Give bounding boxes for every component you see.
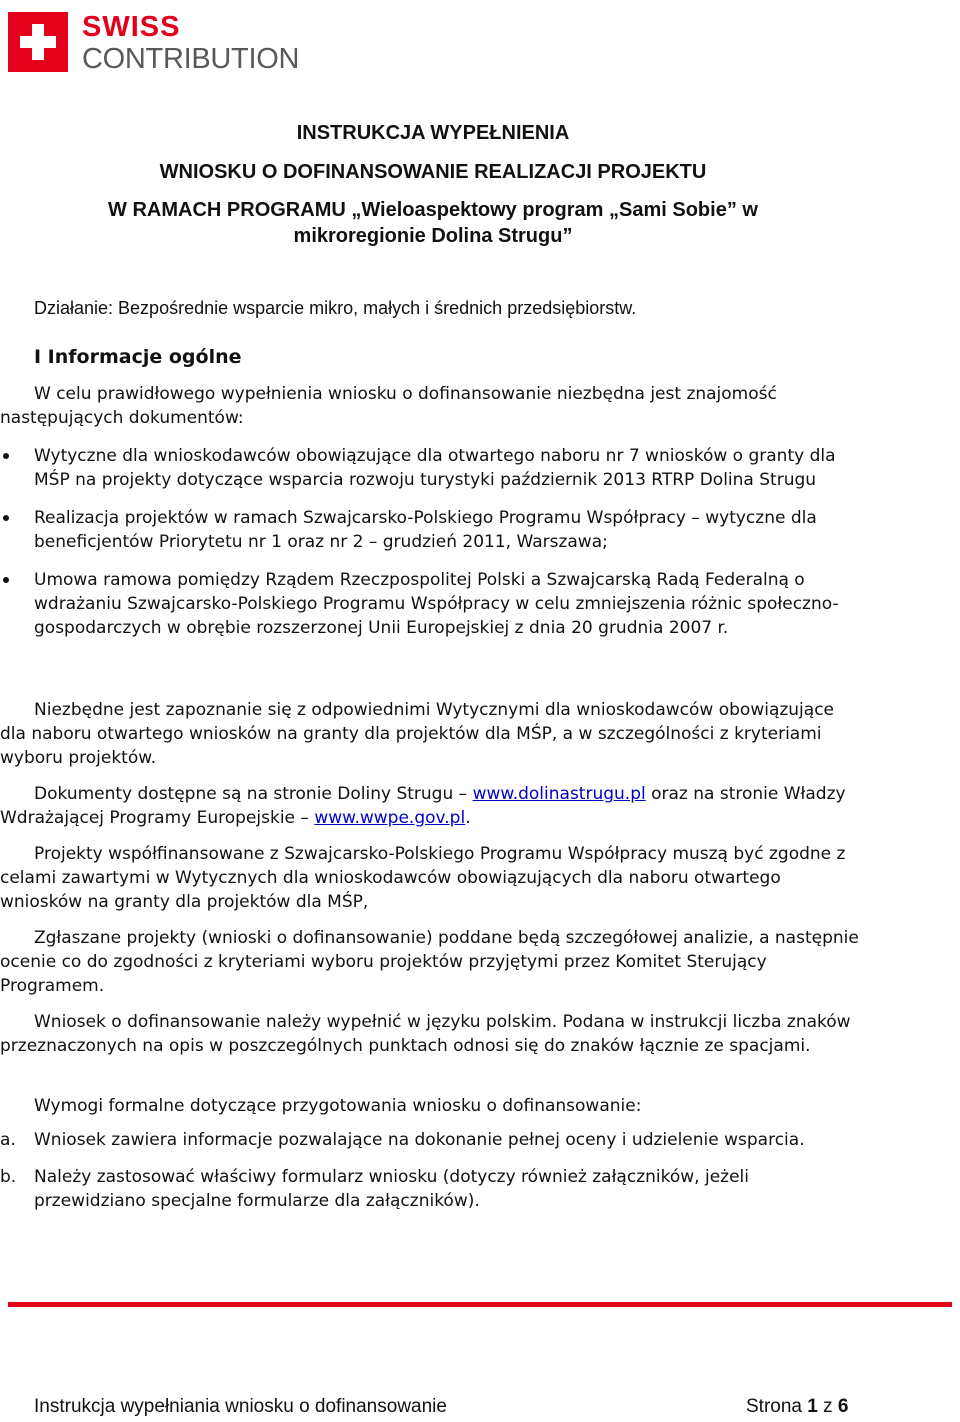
- paragraph-documents: [0, 782, 860, 830]
- list-marker: a.: [0, 1130, 16, 1150]
- paragraph-language: Wniosek o dofinansowanie należy wypełnić w języku polskim. Podana w instrukcji liczba znaków przeznaczonych na opis w poszczególnych punktach odnosi się do znaków łącznie ze spacjami.: [0, 1012, 851, 1056]
- list-item-text: Wniosek zawiera informacje pozwalające na dokonanie pełnej oceny i udzielenie wsparcia.: [34, 1130, 805, 1150]
- page-total: 6: [837, 1396, 849, 1417]
- link-wwpe[interactable]: www.wwpe.gov.pl: [314, 808, 466, 828]
- list-item: Wytyczne dla wnioskodawców obowiązujące dla otwartego naboru nr 7 wniosków o granty dla MŚP na projekty dotyczące wsparcia rozwoju turystyki październik 2013 RTRP Dolina Strugu: [0, 444, 860, 492]
- page-label: Strona: [746, 1396, 808, 1417]
- paragraph-documents-text-a: Dokumenty dostępne są na stronie Doliny Strugu –: [34, 784, 473, 804]
- page-current: 1: [807, 1396, 818, 1417]
- list-item: [0, 1128, 860, 1152]
- action-line: Działanie: Bezpośrednie wsparcie mikro, małych i średnich przedsiębiorstw.: [34, 298, 637, 318]
- section-intro: W celu prawidłowego wypełnienia wniosku o dofinansowanie niezbędna jest znajomość następujących dokumentów:: [0, 384, 777, 428]
- footer-divider: [8, 1302, 952, 1307]
- title-line-3: [0, 197, 866, 249]
- section-heading: I Informacje ogólne: [34, 346, 242, 368]
- list-marker: b.: [0, 1167, 17, 1187]
- footer-page-number: [746, 1394, 848, 1420]
- requirements-list: [0, 1128, 860, 1226]
- title-line-2: WNIOSKU O DOFINANSOWANIE REALIZACJI PROJEKTU: [159, 161, 707, 183]
- title-line-3a: W RAMACH PROGRAMU „Wieloaspektowy program „Sami Sobie” w: [108, 199, 758, 221]
- list-item: [0, 1165, 860, 1213]
- paragraph-guidelines: Niezbędne jest zapoznanie się z odpowiednimi Wytycznymi dla wnioskodawców obowiązujące dla naboru otwartego wniosków na granty dla projektów dla MŚP, a w szczególności z kryteriami wyboru projektów.: [0, 700, 835, 768]
- list-item-text: Należy zastosować właściwy formularz wniosku (dotyczy również załączników, jeżeli przewidziano specjalne formularze dla załączników).: [34, 1167, 749, 1211]
- swiss-contribution-logo: [8, 8, 308, 75]
- swiss-cross-icon: [8, 12, 68, 72]
- paragraph-requirements-intro: Wymogi formalne dotyczące przygotowania wniosku o dofinansowanie:: [34, 1096, 642, 1116]
- title-line-1: INSTRUKCJA WYPEŁNIENIA: [296, 122, 570, 144]
- page-separator: z: [817, 1396, 838, 1417]
- footer-document-title: Instrukcja wypełniania wniosku o dofinansowanie: [34, 1396, 447, 1417]
- paragraph-cofinanced: Projekty współfinansowane z Szwajcarsko-Polskiego Programu Współpracy muszą być zgodne z celami zawartymi w Wytycznych dla wnioskodawców obowiązujących dla naboru otwartego wniosków na granty dla projektów dla MŚP,: [0, 844, 846, 912]
- paragraph-documents-text-b: oraz na stronie Władzy Wdrażającej Programy Europejskie –: [0, 784, 846, 828]
- logo-text-swiss: SWISS: [82, 11, 181, 43]
- link-dolinastrugu[interactable]: www.dolinastrugu.pl: [472, 784, 646, 804]
- documents-list: [0, 444, 860, 654]
- logo-text-contribution: CONTRIBUTION: [82, 43, 300, 75]
- paragraph-documents-text-c: .: [465, 808, 471, 828]
- list-item: Umowa ramowa pomiędzy Rządem Rzeczpospolitej Polski a Szwajcarską Radą Federalną o wdrażaniu Szwajcarsko-Polskiego Programu Współpracy w celu zmniejszenia różnic społeczno-gospodarczych w obrębie rozszerzonej Unii Europejskiej z dnia 20 grudnia 2007 r.: [0, 568, 860, 640]
- title-line-3b: mikroregionie Dolina Strugu”: [293, 225, 573, 247]
- list-item: Realizacja projektów w ramach Szwajcarsko-Polskiego Programu Współpracy – wytyczne dla beneficjentów Priorytetu nr 1 oraz nr 2 – grudzień 2011, Warszawa;: [0, 506, 860, 554]
- paragraph-evaluation: Zgłaszane projekty (wnioski o dofinansowanie) poddane będą szczegółowej analizie, a następnie ocenie co do zgodności z kryteriami wyboru projektów przyjętymi przez Komitet Sterujący Programem.: [0, 928, 859, 996]
